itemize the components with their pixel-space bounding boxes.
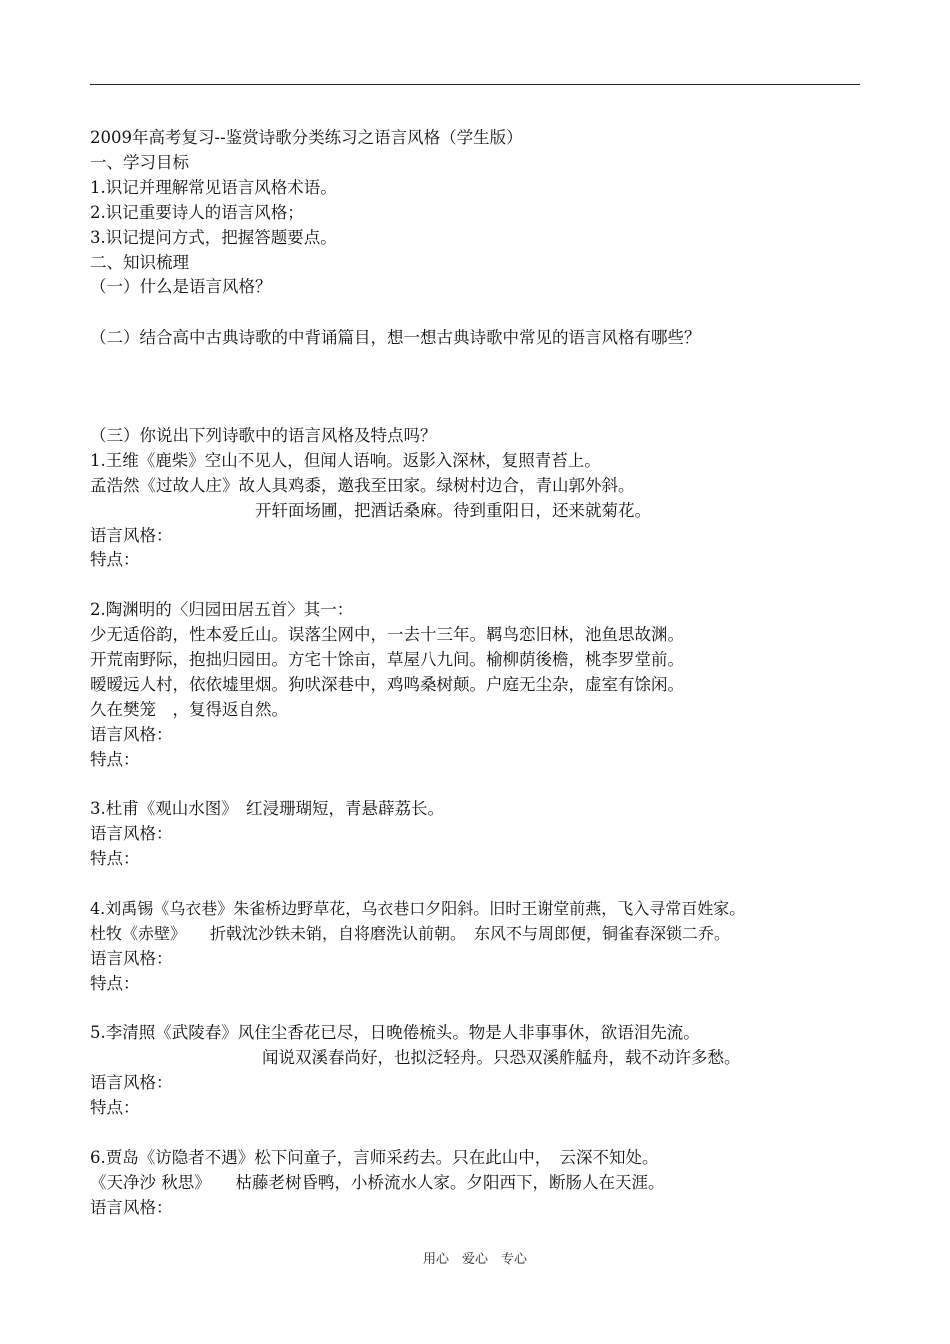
poem-line: 暧暧远人村，依依墟里烟。狗吠深巷中，鸡鸣桑树颠。户庭无尘杂，虚室有馀闲。: [90, 675, 684, 694]
goal-item: 3.识记提问方式，把握答题要点。: [90, 228, 337, 247]
feature-label: 特点：: [90, 849, 140, 868]
poem-line: 4.刘禹锡《乌衣巷》朱雀桥边野草花，乌衣巷口夕阳斜。旧时王谢堂前燕，飞入寻常百姓家。: [90, 899, 746, 918]
poem-line: 6.贾岛《访隐者不遇》松下问童子，言师采药去。只在此山中， 云深不知处。: [90, 1148, 659, 1167]
question: （一）什么是语言风格？: [90, 277, 272, 296]
poem-line: 开荒南野际，抱拙归园田。方宅十馀亩，草屋八九间。榆柳荫後檐，桃李罗堂前。: [90, 650, 684, 669]
poem-line: 杜牧《赤壁》 折戟沈沙铁未销，自将磨洗认前朝。 东风不与周郎便，铜雀春深锁二乔。: [90, 924, 731, 943]
goal-item: 2.识记重要诗人的语言风格；: [90, 203, 304, 222]
poem-line: 少无适俗韵，性本爱丘山。误落尘网中，一去十三年。羁鸟恋旧林，池鱼思故渊。: [90, 625, 684, 644]
feature-label: 特点：: [90, 550, 140, 569]
question: （二）结合高中古典诗歌的中背诵篇目，想一想古典诗歌中常见的语言风格有哪些？: [90, 328, 701, 347]
poem-line: 孟浩然《过故人庄》故人具鸡黍，邀我至田家。绿树村边合，青山郭外斜。: [90, 476, 635, 495]
page-footer: 用心 爱心 专心: [422, 1252, 527, 1267]
section-heading-goals: 一、学习目标: [90, 153, 189, 172]
style-label: 语言风格：: [90, 526, 173, 545]
document-title: 2009年高考复习--鉴赏诗歌分类练习之语言风格（学生版）: [90, 128, 523, 147]
style-label: 语言风格：: [90, 949, 173, 968]
poem-line: 开轩面场圃，把酒话桑麻。待到重阳日，还来就菊花。: [255, 501, 651, 520]
style-label: 语言风格：: [90, 1198, 173, 1217]
section-heading-knowledge: 二、知识梳理: [90, 253, 189, 272]
feature-label: 特点：: [90, 974, 140, 993]
feature-label: 特点：: [90, 750, 140, 769]
poem-line: 2.陶渊明的〈归园田居五首〉其一：: [90, 600, 354, 619]
poem-line: 久在樊笼 ，复得返自然。: [90, 700, 288, 719]
feature-label: 特点：: [90, 1098, 140, 1117]
poem-line: 5.李清照《武陵春》风住尘香花已尽，日晚倦梳头。物是人非事事休，欲语泪先流。: [90, 1023, 700, 1042]
style-label: 语言风格：: [90, 824, 173, 843]
header-rule: [90, 84, 860, 85]
style-label: 语言风格：: [90, 725, 173, 744]
poem-line: 《天净沙 秋思》 枯藤老树昏鸭，小桥流水人家。夕阳西下，断肠人在天涯。: [90, 1173, 665, 1192]
goal-item: 1.识记并理解常见语言风格术语。: [90, 178, 337, 197]
poem-line: 3.杜甫《观山水图》 红浸珊瑚短，青悬薜荔长。: [90, 799, 444, 818]
question: （三）你说出下列诗歌中的语言风格及特点吗？: [90, 426, 437, 445]
poem-line: 1.王维《鹿柴》空山不见人，但闻人语响。返影入深林，复照青苔上。: [90, 451, 601, 470]
style-label: 语言风格：: [90, 1073, 173, 1092]
poem-line: 闻说双溪春尚好，也拟泛轻舟。只恐双溪舴艋舟，载不动许多愁。: [262, 1048, 741, 1067]
